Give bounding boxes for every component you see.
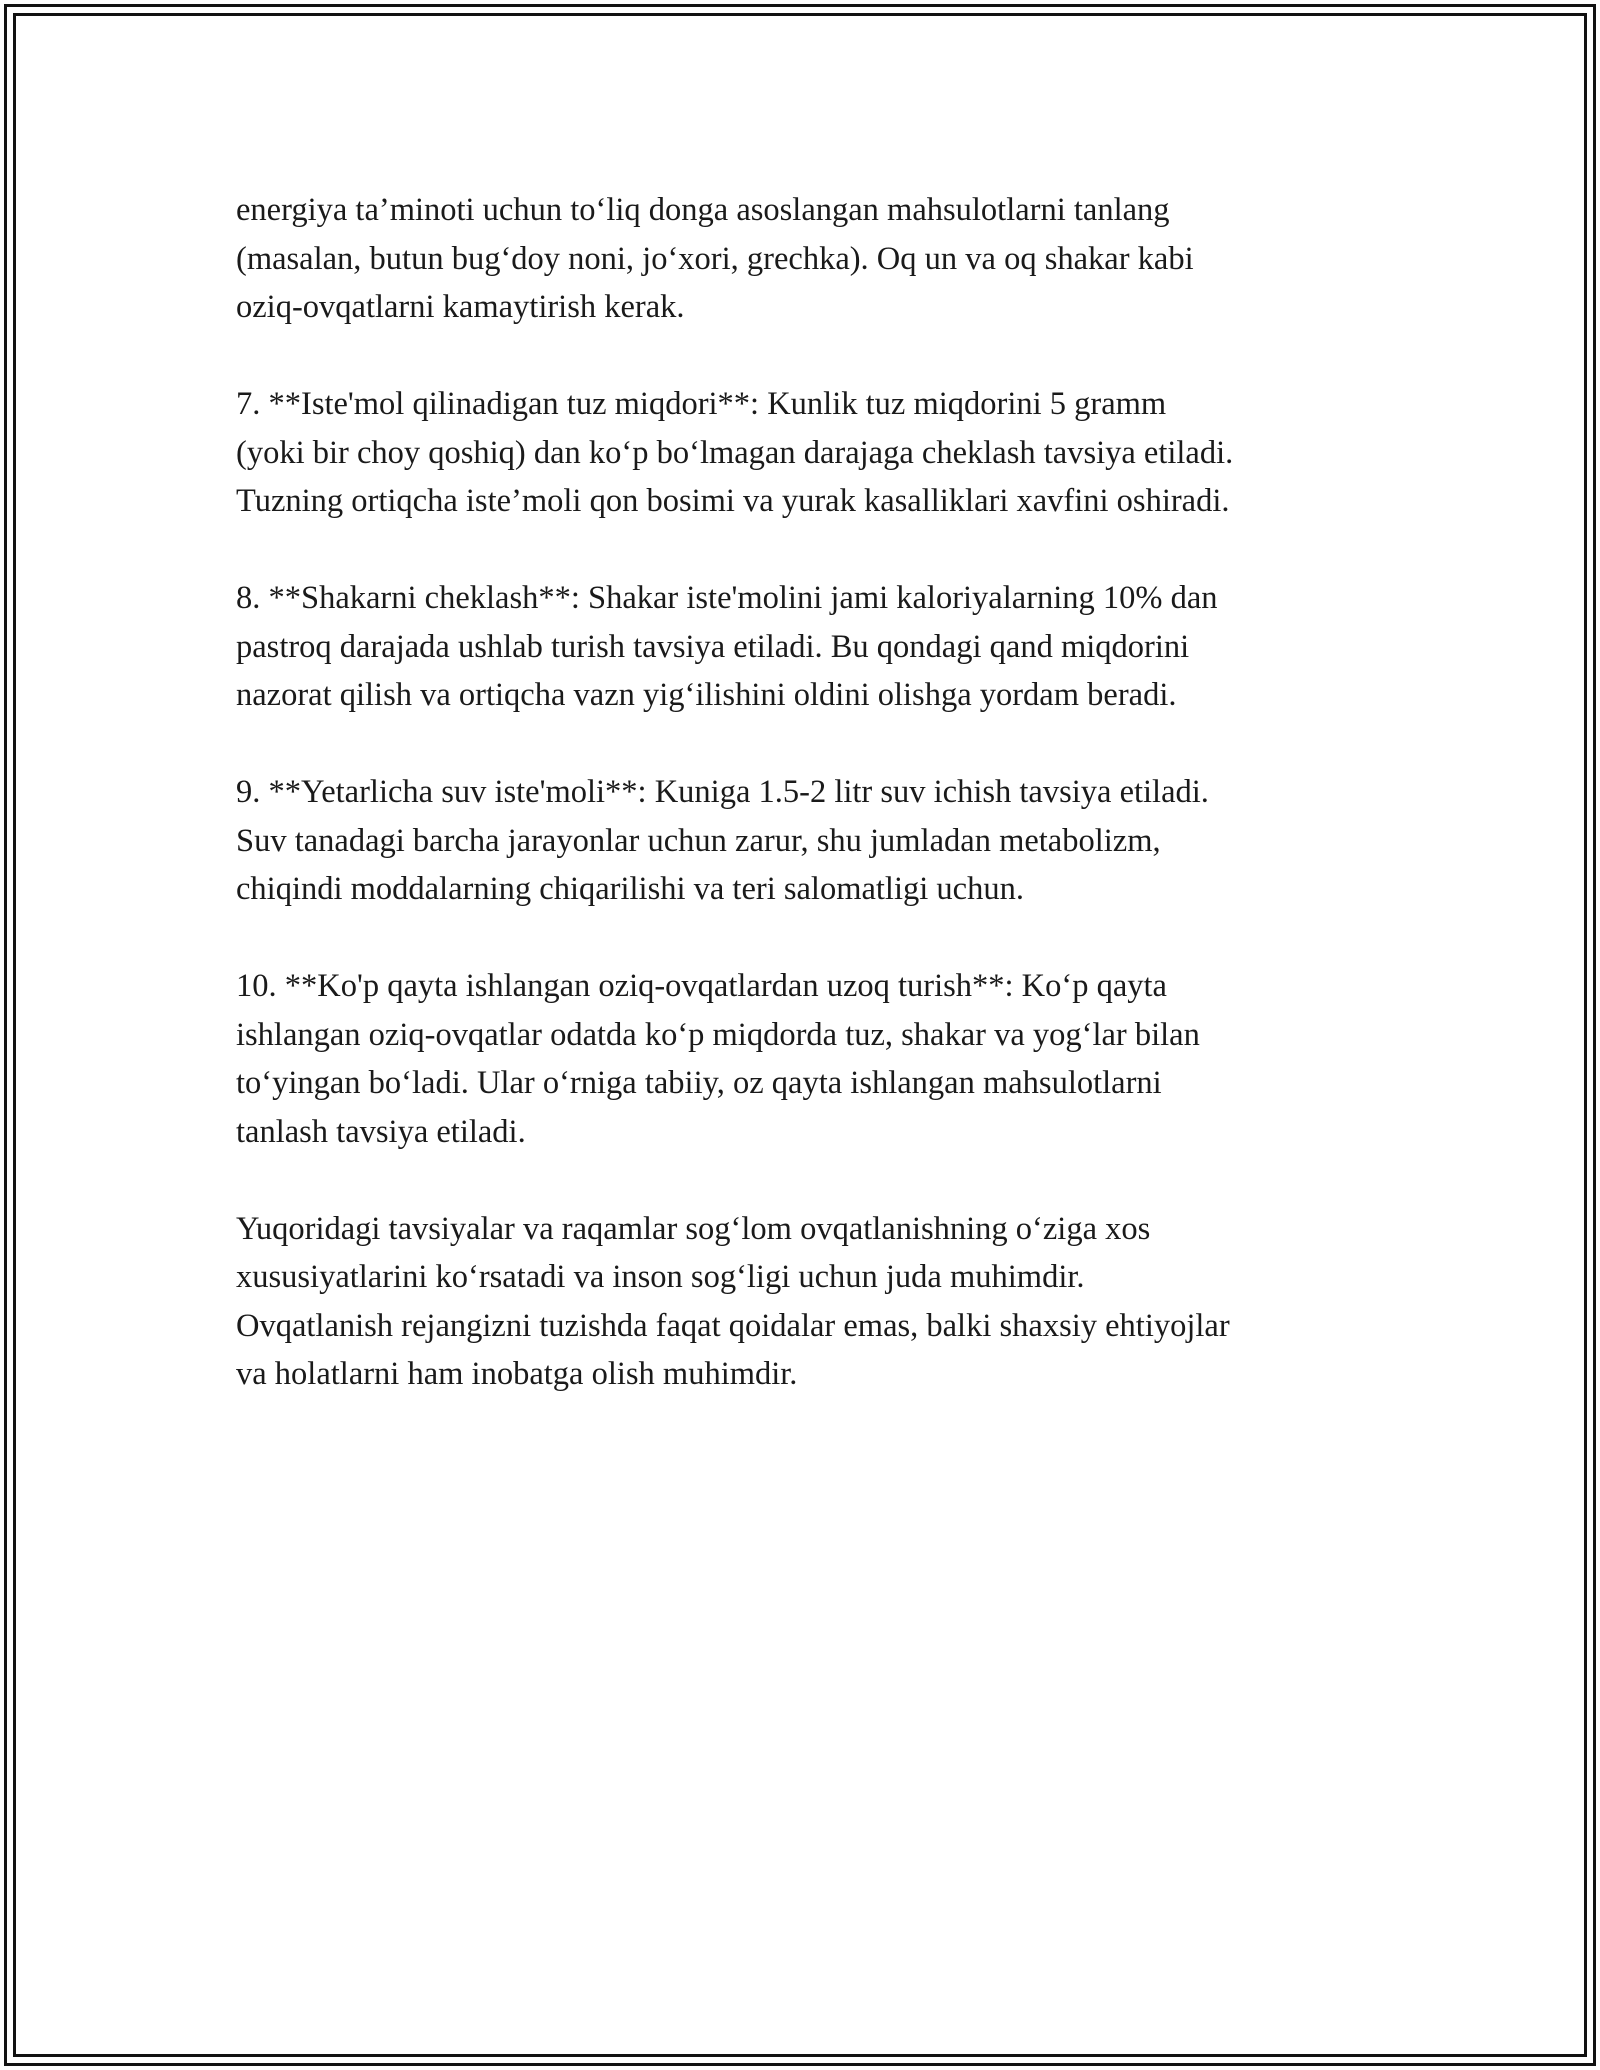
- paragraph-intro-continuation: [236, 186, 1396, 332]
- text-line: 8. **Shakarni cheklash**: Shakar iste'molini jami kaloriyalarning 10% dan: [236, 580, 1218, 616]
- text-line: energiya ta’minoti uchun to‘liq donga asoslangan mahsulotlarni tanlang: [236, 192, 1170, 228]
- paragraph-conclusion: [236, 1205, 1396, 1399]
- text-line: (masalan, butun bug‘doy noni, jo‘xori, grechka). Oq un va oq shakar kabi: [236, 240, 1194, 277]
- document-body: [236, 186, 1396, 1399]
- text-line: Tuzning ortiqcha iste’moli qon bosimi va yurak kasalliklari xavfini oshiradi.: [236, 483, 1230, 519]
- text-line: Yuqoridagi tavsiyalar va raqamlar sog‘lom ovqatlanishning o‘ziga xos: [236, 1210, 1151, 1247]
- text-line: (yoki bir choy qoshiq) dan ko‘p bo‘lmagan darajaga cheklash tavsiya etiladi.: [236, 434, 1234, 471]
- text-line: ishlangan oziq-ovqatlar odatda ko‘p miqdorda tuz, shakar va yog‘lar bilan: [236, 1016, 1200, 1053]
- text-line: 10. **Ko'p qayta ishlangan oziq-ovqatlardan uzoq turish**: Ko‘p qayta: [236, 968, 1167, 1004]
- text-line: 9. **Yetarlicha suv iste'moli**: Kuniga 1.5-2 litr suv ichish tavsiya etiladi.: [236, 774, 1209, 810]
- text-line: chiqindi moddalarning chiqarilishi va teri salomatligi uchun.: [236, 871, 1024, 907]
- text-line: 7. **Iste'mol qilinadigan tuz miqdori**: Kunlik tuz miqdorini 5 gramm: [236, 386, 1167, 422]
- text-line: va holatlarni ham inobatga olish muhimdir.: [236, 1356, 798, 1392]
- text-line: Ovqatlanish rejangizni tuzishda faqat qoidalar emas, balki shaxsiy ehtiyojlar: [236, 1307, 1230, 1344]
- text-line: xususiyatlarini ko‘rsatadi va inson sog‘ligi uchun juda muhimdir.: [236, 1259, 1085, 1295]
- text-line: tanlash tavsiya etiladi.: [236, 1113, 526, 1150]
- text-line: nazorat qilish va ortiqcha vazn yig‘ilishini oldini olishga yordam beradi.: [236, 677, 1177, 713]
- paragraph-item-9: [236, 768, 1396, 914]
- paragraph-item-10: [236, 962, 1396, 1156]
- text-line: oziq-ovqatlarni kamaytirish kerak.: [236, 289, 685, 325]
- text-line: to‘yingan bo‘ladi. Ular o‘rniga tabiiy, oz qayta ishlangan mahsulotlarni: [236, 1065, 1162, 1101]
- text-line: pastroq darajada ushlab turish tavsiya etiladi. Bu qondagi qand miqdorini: [236, 628, 1190, 665]
- text-line: Suv tanadagi barcha jarayonlar uchun zarur, shu jumladan metabolizm,: [236, 822, 1161, 859]
- paragraph-item-7: [236, 380, 1396, 526]
- paragraph-item-8: [236, 574, 1396, 720]
